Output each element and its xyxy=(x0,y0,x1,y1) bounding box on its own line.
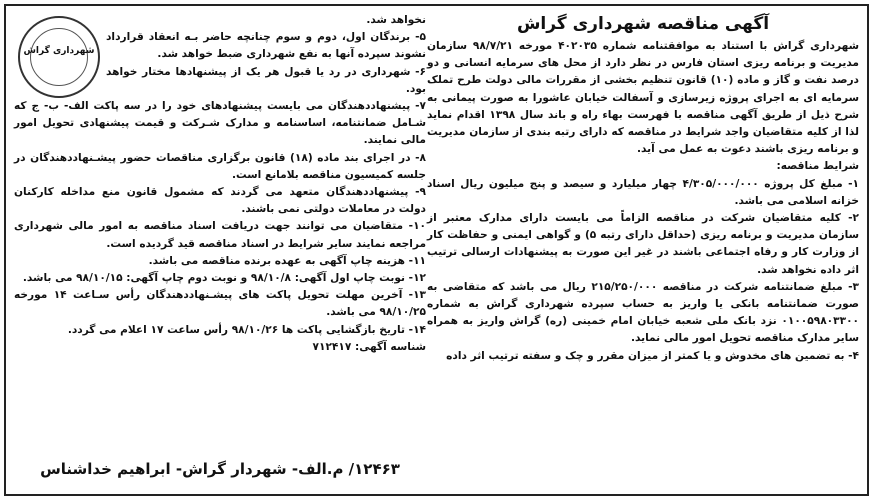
seal-label: شهرداری گراش xyxy=(23,46,95,56)
condition-item-2: ۲- کلیه متقاضیان شرکت در مناقصه الزاماً می بایست دارای مدارک معتبر از سازمان مدیریت و برنامه ریزی (حداقل دارای رتبه ۵) و گواهی ایمنی و حفاظت کار از وزارت کار و رفاه اجتماعی باشند در غیر این صورت به پیشنهادات ارسالی ترتیب اثر داده نخواهد شد. xyxy=(427,212,860,276)
condition-item-11: ۱۱- هزینه چاپ آگهی به عهده برنده مناقصه می باشد. xyxy=(148,254,426,267)
condition-item-4-continued: نخواهد شد. xyxy=(366,14,426,26)
notice-intro: شهرداری گراش با استناد به موافقتنامه شماره ۴۰۲۰۳۵ مورخه ۹۸/۷/۲۱ سازمان مدیریت و برنامه ریزی استان فارس در نظر دارد از محل های سرمایه انسانی و دو درصد نفت و گاز و ماده (۱۰) قانون تنظیم بخشی از مقررات مالی دولت طرح تملک سرمایه ای به اجرای پروژه زیرسازی و آسفالت خیابان عاشورا به صورت پیمانی به شرح ذیل از طریق آگهی مناقصه با فهرست بهاء راه و باند سال ۱۳۹۸ اقدام نماید لذا از کلیه متقاضیان واجد شرایط در مناقصه که دارای رتبه بندی از سازمان مدیریت و برنامه ریزی باشند دعوت به عمل می آید. xyxy=(427,40,859,156)
condition-item-7: ۷- پیشنهاددهندگان می بایست پیشنهادهای خود را در سه پاکت الف- ب- ج که شـامل ضمانتنامه، اساسنامه و مدارک شـرکت و قیمت پیشنهادی تحویل امور مالی نمایند. xyxy=(14,100,426,147)
condition-item-12: ۱۲- نوبت چاپ اول آگهی: ۹۸/۱۰/۸ و نوبت دوم چاپ آگهی: ۹۸/۱۰/۱۵ می باشد. xyxy=(22,272,426,285)
condition-item-4: ۴- به تضمین های مخدوش و یا کمتر از میزان مقرر و چک و سفته ترتیب اثر داده xyxy=(446,349,859,362)
municipality-seal-icon xyxy=(18,16,100,98)
signature-line: ۱۲۴۶۳/ م.الف- شهردار گراش- ابراهیم خداشناس xyxy=(40,460,400,478)
condition-item-1: ۱- مبلغ کل پروژه ۴/۳۰۵/۰۰۰/۰۰۰ چهار میلیارد و سیصد و پنج میلیون ریال اسناد خزانه اسلامی می باشد. xyxy=(427,177,860,207)
condition-item-6: ۶- شهرداری در رد یا قبول هر یک از پیشنهادها مختار خواهد بود. xyxy=(106,65,426,95)
condition-item-10: ۱۰- متقاضیان می توانند جهت دریافت اسناد مناقصه به امور مالی شهرداری مراجعه نمایند سایر شرایط در اسناد مناقصه قید گردیده است. xyxy=(14,220,426,250)
condition-item-3: ۳- مبلغ ضمانتنامه شرکت در مناقصه ۲۱۵/۲۵۰/۰۰۰ ریال می باشد که متقاضی به صورت ضمانتنامه بانکی یا واریز به حساب سپرده شهرداری گراش به شماره ۰۱۰۰۵۹۸۰۳۳۰۰ نزد بانک ملی شعبه خیابان امام خمینی (ره) گراش واریز به همراه سایر مدارک مناقصه تحویل امور مالی نماید. xyxy=(427,280,859,345)
right-column xyxy=(427,12,859,488)
condition-item-9: ۹- پیشنهاددهندگان متعهد می گردند که مشمول قانون منع مداخله کارکنان دولت در معاملات دولتی نمی باشند. xyxy=(14,186,426,216)
notice-id: شناسه آگهی: ۷۱۲۴۱۷ xyxy=(312,340,426,353)
condition-item-5: ۵- برندگان اول، دوم و سوم چنانچه حاضر بـه انعقاد قرارداد نشوند سپرده آنها به نفع شهرداری ضبط خواهد شد. xyxy=(106,31,426,61)
notice-title: آگهی مناقصه شهرداری گراش xyxy=(516,14,770,34)
left-column xyxy=(14,12,426,488)
condition-item-14: ۱۴- تاریخ بازگشایی پاکت ها ۹۸/۱۰/۲۶ رأس ساعت ۱۷ اعلام می گردد. xyxy=(67,323,426,336)
conditions-heading: شرایط مناقصه: xyxy=(776,160,859,173)
condition-item-13: ۱۳- آخرین مهلت تحویل پاکت های پیشـنهاددهندگان رأس سـاعت ۱۴ مورخه ۹۸/۱۰/۲۵ می باشد. xyxy=(14,289,426,319)
condition-item-8: ۸- در اجرای بند ماده (۱۸) قانون برگزاری مناقصات حضور پیشـنهاددهندگان در جلسه کمیسیون مناقصه بلامانع است. xyxy=(14,151,426,181)
tender-notice xyxy=(4,4,869,496)
